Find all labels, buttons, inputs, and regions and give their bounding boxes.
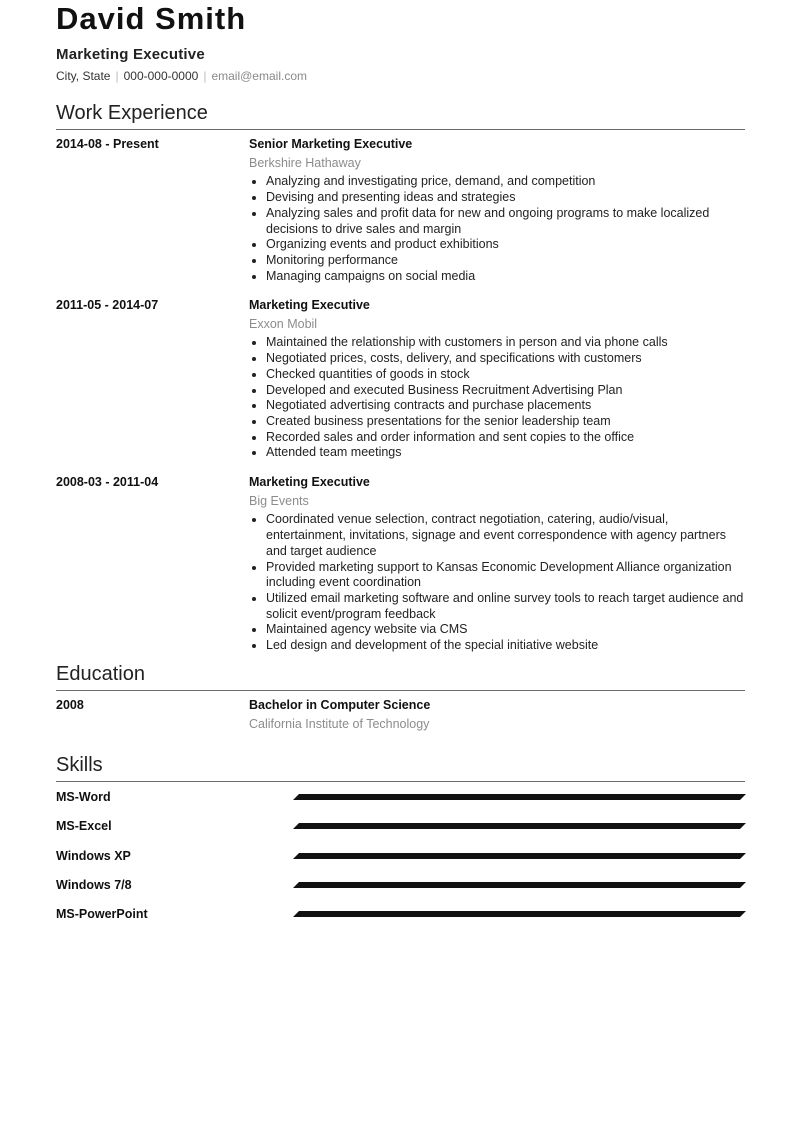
work-bullet: • Led design and development of the special initiative website	[266, 638, 745, 654]
work-entry-dates: 2014-08 - Present	[56, 137, 159, 151]
skills-section	[56, 753, 745, 921]
skill-name: MS-PowerPoint	[56, 907, 148, 921]
skill-level-fill	[293, 853, 746, 859]
work-entry-bullets	[249, 174, 745, 284]
education-degree: Bachelor in Computer Science	[249, 698, 431, 712]
work-bullet: • Analyzing and investigating price, demand, and competition	[266, 174, 745, 190]
skill-level-fill	[293, 794, 746, 800]
skill-level-fill	[293, 882, 746, 888]
education-school: California Institute of Technology	[249, 716, 430, 731]
work-entry-dates: 2008-03 - 2011-04	[56, 475, 159, 489]
education-year: 2008	[56, 698, 84, 712]
education-section	[56, 662, 745, 731]
work-bullet: • Negotiated prices, costs, delivery, and specifications with customers	[266, 351, 745, 367]
skill-row	[56, 848, 745, 866]
work-bullet: • Devising and presenting ideas and strategies	[266, 190, 745, 206]
work-entry	[56, 137, 745, 284]
education-entry	[56, 698, 745, 732]
skill-level-bar	[293, 882, 746, 888]
work-bullet: • Provided marketing support to Kansas Economic Development Alliance organization including event coordination	[266, 560, 745, 591]
work-entry-company: Berkshire Hathaway	[249, 155, 361, 170]
work-bullet: • Maintained the relationship with customers in person and via phone calls	[266, 335, 745, 351]
education-body	[249, 698, 745, 732]
contact-separator: |	[203, 69, 207, 83]
skill-name: Windows 7/8	[56, 878, 132, 892]
contact-email[interactable]: email@email.com	[211, 69, 307, 83]
work-entry-body	[249, 137, 745, 284]
work-experience-section	[56, 101, 745, 653]
skill-name: MS-Excel	[56, 819, 112, 833]
skills-heading: Skills	[56, 753, 745, 782]
work-entry-body	[249, 298, 745, 461]
candidate-job-title: Marketing Executive	[56, 46, 205, 63]
skill-level-fill	[293, 823, 746, 829]
work-bullet: • Maintained agency website via CMS	[266, 622, 745, 638]
skill-level-fill	[293, 911, 746, 917]
work-bullet: • Negotiated advertising contracts and purchase placements	[266, 398, 745, 414]
skill-row	[56, 906, 745, 924]
work-bullet: • Developed and executed Business Recruitment Advertising Plan	[266, 383, 745, 399]
work-entry-role: Marketing Executive	[249, 475, 370, 489]
work-entry-company: Exxon Mobil	[249, 316, 318, 331]
work-bullet: • Recorded sales and order information and sent copies to the office	[266, 430, 745, 446]
work-bullet: • Checked quantities of goods in stock	[266, 367, 745, 383]
work-bullet: • Managing campaigns on social media	[266, 269, 745, 285]
skill-level-bar	[293, 853, 746, 859]
work-entry	[56, 475, 745, 654]
resume-page	[56, 0, 745, 921]
work-entry-body	[249, 475, 745, 654]
work-bullet: • Attended team meetings	[266, 445, 745, 461]
skill-name: MS-Word	[56, 790, 111, 804]
skill-row	[56, 789, 745, 807]
work-entry	[56, 298, 745, 461]
work-experience-heading: Work Experience	[56, 101, 745, 130]
skill-row	[56, 818, 745, 836]
work-entry-bullets	[249, 335, 745, 461]
contact-city: City, State	[56, 69, 111, 83]
contact-line	[56, 68, 745, 84]
skill-row	[56, 877, 745, 895]
work-bullet: • Analyzing sales and profit data for new and ongoing programs to make localized decisions to drive sales and margin	[266, 206, 745, 237]
work-bullet: • Utilized email marketing software and online survey tools to reach target audience and solicit event/program feedback	[266, 591, 745, 622]
candidate-name: David Smith	[56, 1, 247, 36]
skill-name: Windows XP	[56, 849, 131, 863]
work-entry-bullets	[249, 512, 745, 653]
work-bullet: • Organizing events and product exhibitions	[266, 237, 745, 253]
skill-level-bar	[293, 823, 746, 829]
work-bullet: • Coordinated venue selection, contract negotiation, catering, audio/visual, entertainment, invitations, signage and event correspondence with agency partners and target audience	[266, 512, 745, 559]
work-entry-dates: 2011-05 - 2014-07	[56, 298, 159, 312]
work-bullet: • Created business presentations for the senior leadership team	[266, 414, 745, 430]
skill-level-bar	[293, 911, 746, 917]
contact-phone: 000-000-0000	[123, 69, 199, 83]
work-entry-company: Big Events	[249, 493, 309, 508]
work-entry-role: Marketing Executive	[249, 298, 370, 312]
education-heading: Education	[56, 662, 745, 691]
work-bullet: • Monitoring performance	[266, 253, 745, 269]
work-entry-role: Senior Marketing Executive	[249, 137, 413, 151]
skill-level-bar	[293, 794, 746, 800]
contact-separator: |	[115, 69, 119, 83]
